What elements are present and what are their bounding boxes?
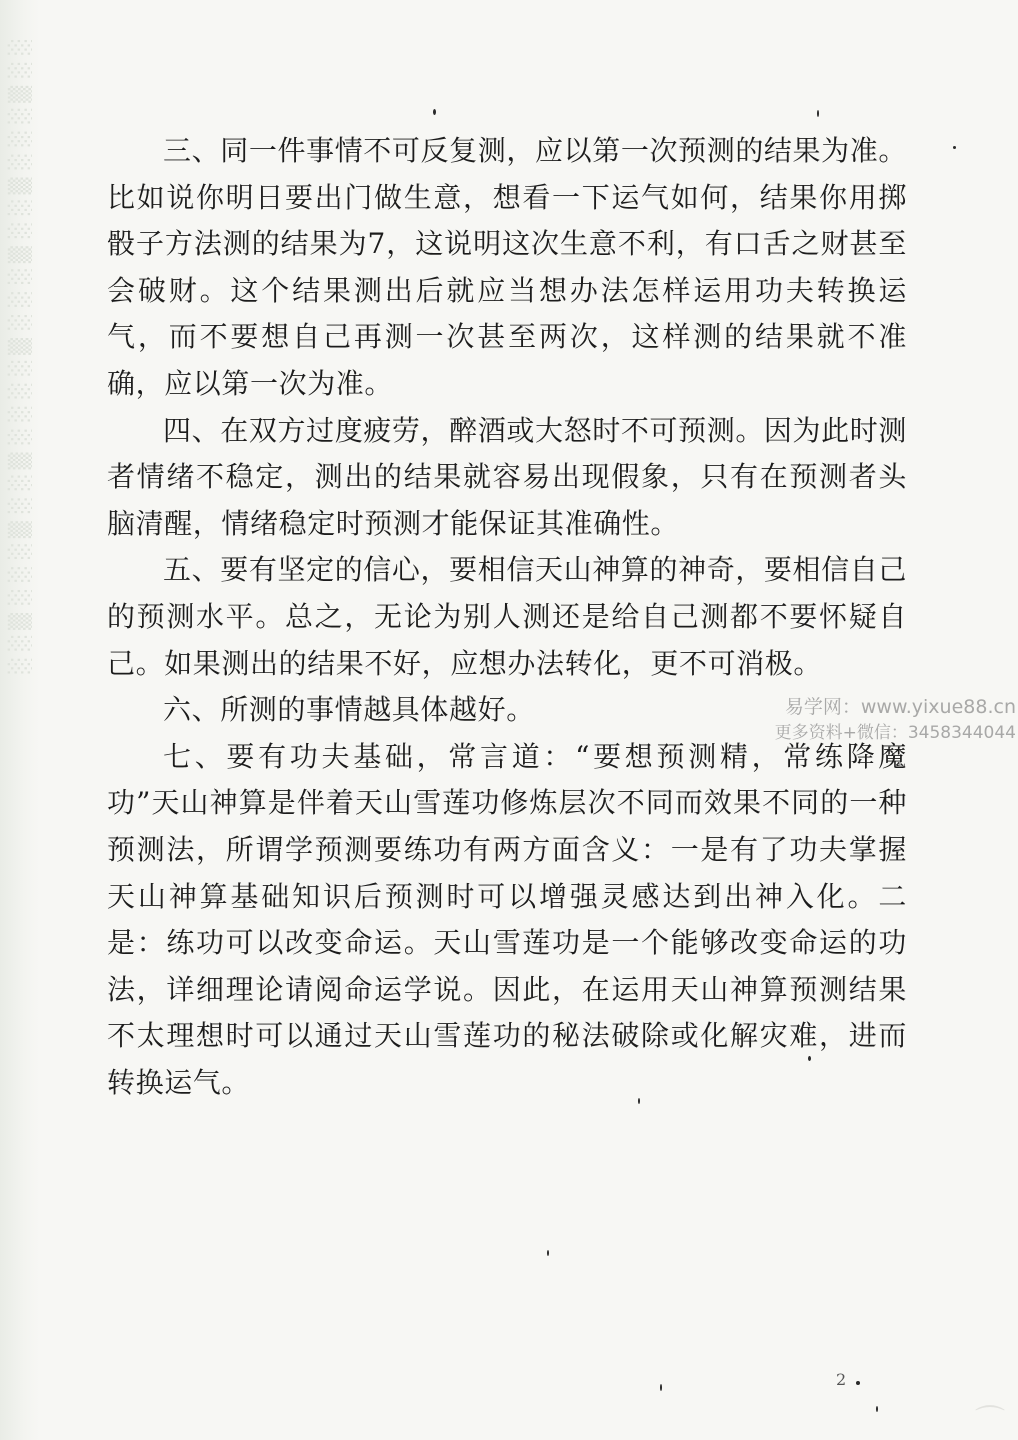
scan-speck bbox=[660, 1384, 662, 1391]
page-edge-bleed bbox=[0, 0, 40, 1440]
scan-speck bbox=[433, 109, 436, 115]
watermark-site-text: 易学网：www.yixue88.cn bbox=[784, 696, 1016, 718]
site-watermark bbox=[752, 694, 1016, 754]
paragraph-rule-seven: 七、要有功夫基础，常言道：“要想预测精，常练降魔功”天山神算是伴着天山雪莲功修炼层次不同而效果不同的一种预测法，所谓学预测要练功有两方面含义：一是有了功夫掌握天山神算基础知识后预测时可以增强灵感达到出神入化。二是：练功可以改变命运。天山雪莲功是一个能够改变命运的功法，详细理论请阅命运学说。因此，在运用天山神算预测结果不太理想时可以通过天山雪莲功的秘法破除或化解灾难，进而转换运气。 bbox=[107, 739, 907, 1099]
document-body bbox=[107, 128, 907, 1106]
scan-speck bbox=[953, 146, 956, 149]
paragraph-rule-six: 六、所测的事情越具体越好。 bbox=[163, 693, 535, 727]
scan-speck bbox=[638, 1098, 640, 1104]
corner-bleed-mark: ⌒ bbox=[975, 1404, 1005, 1439]
bleed-through-decoration: ░░▒░░░▒░░▒░░░▒░░░░▒░░▒░░░▒░░ bbox=[7, 40, 32, 682]
scan-speck bbox=[817, 110, 819, 117]
paragraph-rule-five: 五、要有坚定的信心，要相信天山神算的神奇，要相信自己的预测水平。总之，无论为别人测还是给自己测都不要怀疑自己。如果测出的结果不好，应想办法转化，更不可消极。 bbox=[107, 553, 907, 680]
paragraph-rule-four: 四、在双方过度疲劳，醉酒或大怒时不可预测。因为此时测者情绪不稳定，测出的结果就容易出现假象，只有在预测者头脑清醒，情绪稳定时预测才能保证其准确性。 bbox=[107, 413, 907, 540]
watermark-contact-text: 更多资料+微信：3458344044 bbox=[774, 723, 1016, 743]
scan-speck bbox=[856, 1381, 860, 1385]
scan-speck bbox=[547, 1250, 549, 1256]
scan-speck bbox=[876, 1406, 878, 1412]
page-number: 2 bbox=[836, 1370, 847, 1389]
scan-speck bbox=[808, 1056, 811, 1061]
paragraph-rule-three: 三、同一件事情不可反复测，应以第一次预测的结果为准。比如说你明日要出门做生意，想看一下运气如何，结果你用掷骰子方法测的结果为7，这说明这次生意不利，有口舌之财甚至会破财。这个结果测出后就应当想办法怎样运用功夫转换运气，而不要想自己再测一次甚至两次，这样测的结果就不准确，应以第一次为准。 bbox=[107, 134, 907, 400]
